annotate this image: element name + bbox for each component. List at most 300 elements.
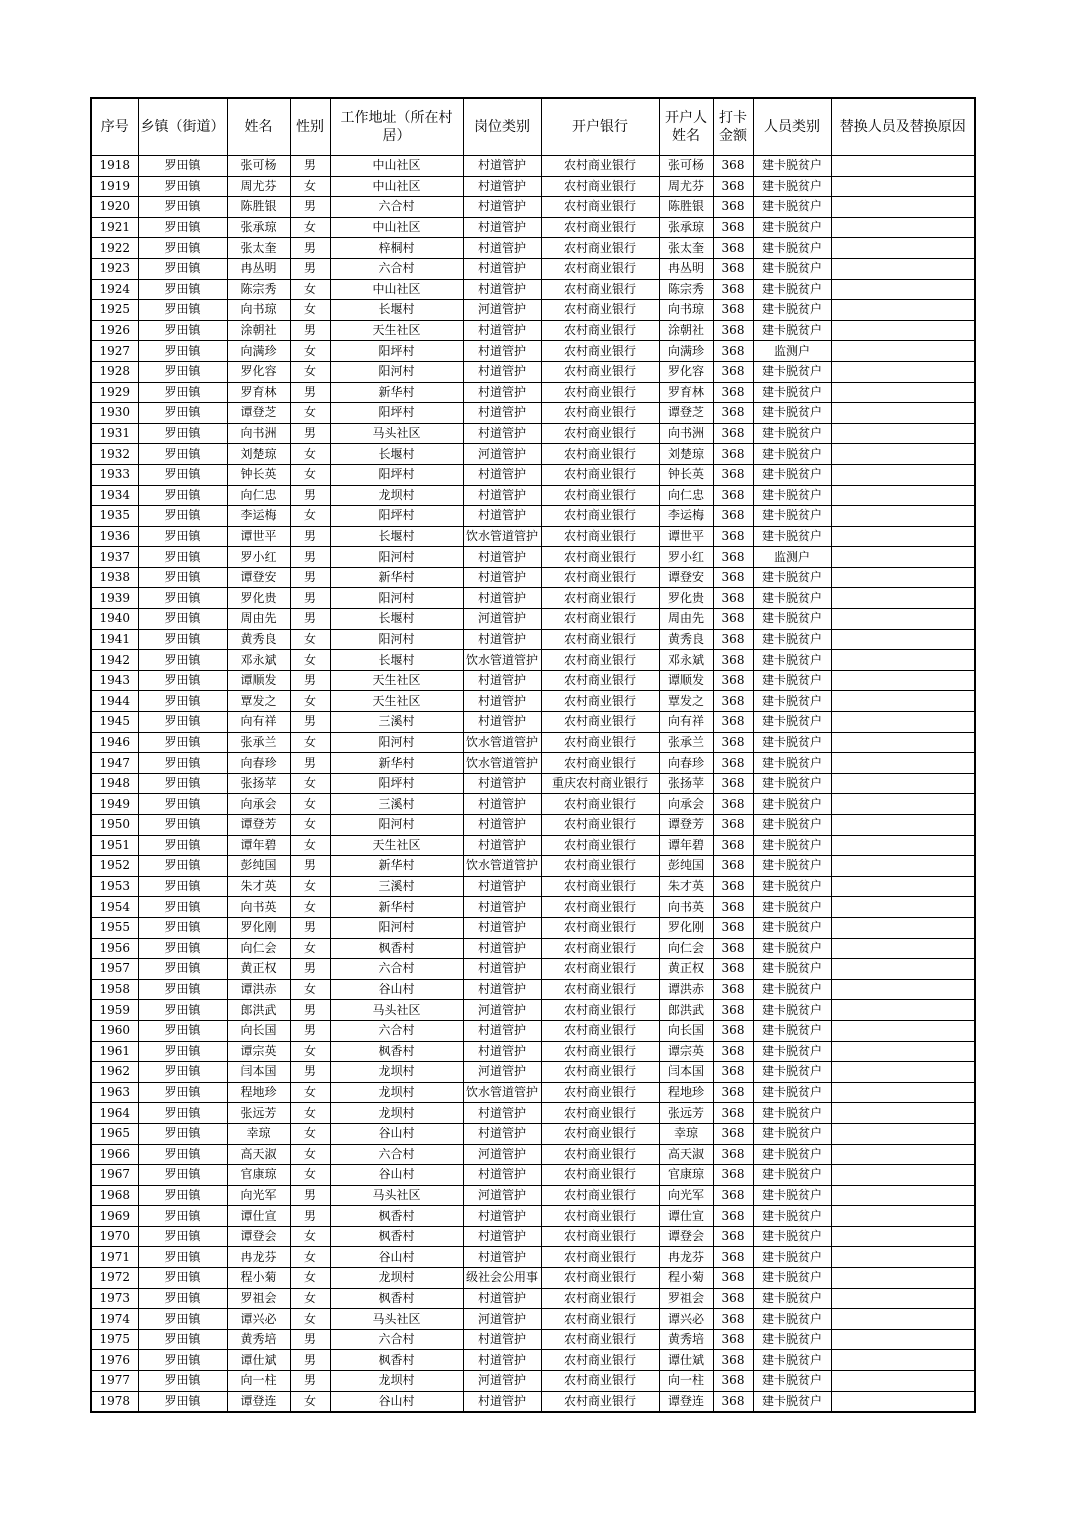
account-holder-cell: 程地珍	[659, 1082, 713, 1103]
index-cell: 1965	[91, 1123, 138, 1144]
bank-cell: 农村商业银行	[541, 1206, 659, 1227]
table-row	[91, 403, 975, 424]
gender-cell: 男	[290, 547, 330, 568]
table-row	[91, 1391, 975, 1412]
post-type-cell: 村道管护	[463, 773, 541, 794]
person-category-cell: 建卡脱贫户	[753, 1165, 831, 1186]
person-category-cell: 建卡脱贫户	[753, 1329, 831, 1350]
work-address-cell: 长堰村	[330, 609, 463, 630]
table-row	[91, 1309, 975, 1330]
post-type-cell: 村道管护	[463, 917, 541, 938]
table-row	[91, 258, 975, 279]
township-cell: 罗田镇	[138, 1350, 227, 1371]
amount-cell: 368	[713, 876, 753, 897]
township-cell: 罗田镇	[138, 1329, 227, 1350]
amount-cell: 368	[713, 1000, 753, 1021]
account-holder-cell: 涂朝社	[659, 320, 713, 341]
amount-cell: 368	[713, 506, 753, 527]
amount-cell: 368	[713, 444, 753, 465]
person-category-cell: 建卡脱贫户	[753, 423, 831, 444]
work-address-cell: 六合村	[330, 1329, 463, 1350]
gender-cell: 男	[290, 238, 330, 259]
person-category-cell: 建卡脱贫户	[753, 258, 831, 279]
name-cell: 周尤芬	[227, 176, 290, 197]
name-cell: 高天淑	[227, 1144, 290, 1165]
account-holder-cell: 罗育林	[659, 382, 713, 403]
township-cell: 罗田镇	[138, 794, 227, 815]
post-type-cell: 村道管护	[463, 1020, 541, 1041]
account-holder-cell: 向书英	[659, 897, 713, 918]
post-type-cell: 村道管护	[463, 815, 541, 836]
index-cell: 1937	[91, 547, 138, 568]
bank-cell: 农村商业银行	[541, 403, 659, 424]
work-address-cell: 谷山村	[330, 1123, 463, 1144]
person-category-cell: 建卡脱贫户	[753, 526, 831, 547]
table-row	[91, 444, 975, 465]
gender-cell: 女	[290, 176, 330, 197]
account-holder-cell: 陈宗秀	[659, 279, 713, 300]
person-category-cell: 建卡脱贫户	[753, 1226, 831, 1247]
bank-cell: 农村商业银行	[541, 629, 659, 650]
work-address-cell: 新华村	[330, 753, 463, 774]
table-row	[91, 959, 975, 980]
person-category-cell: 建卡脱贫户	[753, 1247, 831, 1268]
index-cell: 1953	[91, 876, 138, 897]
index-cell: 1923	[91, 258, 138, 279]
township-cell: 罗田镇	[138, 547, 227, 568]
work-address-cell: 马头社区	[330, 1309, 463, 1330]
name-cell: 周由先	[227, 609, 290, 630]
bank-cell: 农村商业银行	[541, 815, 659, 836]
index-cell: 1932	[91, 444, 138, 465]
index-cell: 1918	[91, 156, 138, 177]
person-category-cell: 建卡脱贫户	[753, 567, 831, 588]
person-category-cell: 建卡脱贫户	[753, 588, 831, 609]
account-holder-cell: 谭年碧	[659, 835, 713, 856]
account-holder-cell: 张远芳	[659, 1103, 713, 1124]
col-header-name: 姓名	[227, 98, 290, 156]
replacement-cell	[831, 341, 975, 362]
work-address-cell: 三溪村	[330, 794, 463, 815]
bank-cell: 农村商业银行	[541, 1185, 659, 1206]
bank-cell: 农村商业银行	[541, 1082, 659, 1103]
person-category-cell: 建卡脱贫户	[753, 876, 831, 897]
post-type-cell: 村道管护	[463, 320, 541, 341]
gender-cell: 女	[290, 979, 330, 1000]
name-cell: 幸琼	[227, 1123, 290, 1144]
name-cell: 张太奎	[227, 238, 290, 259]
township-cell: 罗田镇	[138, 1309, 227, 1330]
amount-cell: 368	[713, 609, 753, 630]
gender-cell: 男	[290, 1020, 330, 1041]
person-category-cell: 建卡脱贫户	[753, 732, 831, 753]
index-cell: 1947	[91, 753, 138, 774]
replacement-cell	[831, 567, 975, 588]
post-type-cell: 村道管护	[463, 1041, 541, 1062]
col-header-bank: 开户银行	[541, 98, 659, 156]
bank-cell: 农村商业银行	[541, 1103, 659, 1124]
table-row	[91, 609, 975, 630]
col-header-amount: 打卡金额	[713, 98, 753, 156]
table-row	[91, 341, 975, 362]
bank-cell: 农村商业银行	[541, 1123, 659, 1144]
table-row	[91, 382, 975, 403]
index-cell: 1939	[91, 588, 138, 609]
bank-cell: 农村商业银行	[541, 197, 659, 218]
table-row	[91, 1020, 975, 1041]
name-cell: 向一柱	[227, 1371, 290, 1392]
account-holder-cell: 向书琼	[659, 300, 713, 321]
township-cell: 罗田镇	[138, 629, 227, 650]
index-cell: 1960	[91, 1020, 138, 1041]
table-row	[91, 1082, 975, 1103]
township-cell: 罗田镇	[138, 361, 227, 382]
bank-cell: 农村商业银行	[541, 1350, 659, 1371]
amount-cell: 368	[713, 1185, 753, 1206]
account-holder-cell: 谭世平	[659, 526, 713, 547]
bank-cell: 农村商业银行	[541, 897, 659, 918]
gender-cell: 男	[290, 609, 330, 630]
index-cell: 1975	[91, 1329, 138, 1350]
bank-cell: 农村商业银行	[541, 712, 659, 733]
person-category-cell: 建卡脱贫户	[753, 609, 831, 630]
table-row	[91, 1165, 975, 1186]
gender-cell: 女	[290, 1103, 330, 1124]
person-category-cell: 建卡脱贫户	[753, 773, 831, 794]
replacement-cell	[831, 506, 975, 527]
gender-cell: 女	[290, 732, 330, 753]
township-cell: 罗田镇	[138, 156, 227, 177]
person-category-cell: 建卡脱贫户	[753, 670, 831, 691]
gender-cell: 女	[290, 1226, 330, 1247]
account-holder-cell: 刘楚琼	[659, 444, 713, 465]
amount-cell: 368	[713, 1329, 753, 1350]
township-cell: 罗田镇	[138, 1103, 227, 1124]
post-type-cell: 村道管护	[463, 197, 541, 218]
replacement-cell	[831, 588, 975, 609]
account-holder-cell: 张承兰	[659, 732, 713, 753]
replacement-cell	[831, 382, 975, 403]
work-address-cell: 龙坝村	[330, 1103, 463, 1124]
replacement-cell	[831, 1144, 975, 1165]
post-type-cell: 村道管护	[463, 361, 541, 382]
col-header-gender: 性别	[290, 98, 330, 156]
post-type-cell: 村道管护	[463, 279, 541, 300]
table-row	[91, 176, 975, 197]
township-cell: 罗田镇	[138, 773, 227, 794]
table-row	[91, 876, 975, 897]
col-header-post-type: 岗位类别	[463, 98, 541, 156]
account-holder-cell: 谭登连	[659, 1391, 713, 1412]
table-row	[91, 835, 975, 856]
gender-cell: 男	[290, 1350, 330, 1371]
replacement-cell	[831, 1165, 975, 1186]
work-address-cell: 中山社区	[330, 217, 463, 238]
replacement-cell	[831, 815, 975, 836]
gender-cell: 女	[290, 1041, 330, 1062]
township-cell: 罗田镇	[138, 1247, 227, 1268]
table-row	[91, 794, 975, 815]
amount-cell: 368	[713, 423, 753, 444]
post-type-cell: 村道管护	[463, 217, 541, 238]
post-type-cell: 村道管护	[463, 464, 541, 485]
account-holder-cell: 向仁忠	[659, 485, 713, 506]
gender-cell: 女	[290, 300, 330, 321]
account-holder-cell: 谭登会	[659, 1226, 713, 1247]
work-address-cell: 谷山村	[330, 1391, 463, 1412]
amount-cell: 368	[713, 320, 753, 341]
table-row	[91, 1062, 975, 1083]
township-cell: 罗田镇	[138, 815, 227, 836]
name-cell: 冉龙芬	[227, 1247, 290, 1268]
person-category-cell: 建卡脱贫户	[753, 1123, 831, 1144]
table-row	[91, 1350, 975, 1371]
account-holder-cell: 谭顺发	[659, 670, 713, 691]
township-cell: 罗田镇	[138, 526, 227, 547]
work-address-cell: 六合村	[330, 258, 463, 279]
table-row	[91, 238, 975, 259]
post-type-cell: 村道管护	[463, 341, 541, 362]
name-cell: 闫本国	[227, 1062, 290, 1083]
post-type-cell: 河道管护	[463, 300, 541, 321]
bank-cell: 农村商业银行	[541, 835, 659, 856]
name-cell: 黄秀培	[227, 1329, 290, 1350]
replacement-cell	[831, 938, 975, 959]
index-cell: 1972	[91, 1268, 138, 1289]
township-cell: 罗田镇	[138, 753, 227, 774]
gender-cell: 男	[290, 1000, 330, 1021]
gender-cell: 女	[290, 815, 330, 836]
bank-cell: 农村商业银行	[541, 1226, 659, 1247]
name-cell: 罗育林	[227, 382, 290, 403]
work-address-cell: 阳坪村	[330, 464, 463, 485]
person-category-cell: 建卡脱贫户	[753, 1020, 831, 1041]
name-cell: 谭兴必	[227, 1309, 290, 1330]
table-row	[91, 938, 975, 959]
bank-cell: 农村商业银行	[541, 609, 659, 630]
index-cell: 1954	[91, 897, 138, 918]
name-cell: 向书洲	[227, 423, 290, 444]
person-category-cell: 监测户	[753, 341, 831, 362]
work-address-cell: 天生社区	[330, 835, 463, 856]
amount-cell: 368	[713, 1123, 753, 1144]
township-cell: 罗田镇	[138, 1144, 227, 1165]
table-row	[91, 670, 975, 691]
amount-cell: 368	[713, 403, 753, 424]
bank-cell: 农村商业银行	[541, 1165, 659, 1186]
col-header-replacement: 替换人员及替换原因	[831, 98, 975, 156]
roster-body	[91, 156, 975, 1413]
gender-cell: 女	[290, 444, 330, 465]
bank-cell: 农村商业银行	[541, 506, 659, 527]
name-cell: 陈宗秀	[227, 279, 290, 300]
gender-cell: 女	[290, 897, 330, 918]
gender-cell: 男	[290, 1185, 330, 1206]
gender-cell: 男	[290, 856, 330, 877]
amount-cell: 368	[713, 464, 753, 485]
township-cell: 罗田镇	[138, 300, 227, 321]
person-category-cell: 建卡脱贫户	[753, 464, 831, 485]
replacement-cell	[831, 753, 975, 774]
amount-cell: 368	[713, 258, 753, 279]
bank-cell: 农村商业银行	[541, 341, 659, 362]
person-category-cell: 建卡脱贫户	[753, 1268, 831, 1289]
amount-cell: 368	[713, 938, 753, 959]
table-row	[91, 361, 975, 382]
work-address-cell: 六合村	[330, 1020, 463, 1041]
work-address-cell: 枫香村	[330, 1206, 463, 1227]
account-holder-cell: 高天淑	[659, 1144, 713, 1165]
replacement-cell	[831, 238, 975, 259]
name-cell: 钟长英	[227, 464, 290, 485]
table-row	[91, 1268, 975, 1289]
replacement-cell	[831, 1062, 975, 1083]
account-holder-cell: 官康琼	[659, 1165, 713, 1186]
col-header-account-holder: 开户人姓名	[659, 98, 713, 156]
gender-cell: 男	[290, 258, 330, 279]
work-address-cell: 新华村	[330, 567, 463, 588]
person-category-cell: 建卡脱贫户	[753, 300, 831, 321]
township-cell: 罗田镇	[138, 238, 227, 259]
account-holder-cell: 向春珍	[659, 753, 713, 774]
work-address-cell: 长堰村	[330, 650, 463, 671]
name-cell: 黄秀良	[227, 629, 290, 650]
gender-cell: 女	[290, 1165, 330, 1186]
person-category-cell: 建卡脱贫户	[753, 217, 831, 238]
person-category-cell: 建卡脱贫户	[753, 1288, 831, 1309]
post-type-cell: 村道管护	[463, 1350, 541, 1371]
work-address-cell: 枫香村	[330, 938, 463, 959]
index-cell: 1941	[91, 629, 138, 650]
account-holder-cell: 罗化容	[659, 361, 713, 382]
township-cell: 罗田镇	[138, 1020, 227, 1041]
bank-cell: 农村商业银行	[541, 1000, 659, 1021]
bank-cell: 农村商业银行	[541, 794, 659, 815]
table-row	[91, 712, 975, 733]
bank-cell: 农村商业银行	[541, 526, 659, 547]
work-address-cell: 阳坪村	[330, 773, 463, 794]
bank-cell: 农村商业银行	[541, 959, 659, 980]
name-cell: 向仁忠	[227, 485, 290, 506]
amount-cell: 368	[713, 1391, 753, 1412]
replacement-cell	[831, 300, 975, 321]
post-type-cell: 村道管护	[463, 1206, 541, 1227]
person-category-cell: 建卡脱贫户	[753, 1103, 831, 1124]
name-cell: 张扬苹	[227, 773, 290, 794]
amount-cell: 368	[713, 670, 753, 691]
index-cell: 1922	[91, 238, 138, 259]
table-row	[91, 1144, 975, 1165]
roster-table	[90, 97, 976, 1413]
person-category-cell: 建卡脱贫户	[753, 403, 831, 424]
bank-cell: 农村商业银行	[541, 1041, 659, 1062]
index-cell: 1921	[91, 217, 138, 238]
table-row	[91, 320, 975, 341]
index-cell: 1978	[91, 1391, 138, 1412]
gender-cell: 女	[290, 650, 330, 671]
bank-cell: 农村商业银行	[541, 917, 659, 938]
person-category-cell: 建卡脱贫户	[753, 815, 831, 836]
post-type-cell: 饮水管道管护	[463, 856, 541, 877]
index-cell: 1963	[91, 1082, 138, 1103]
index-cell: 1973	[91, 1288, 138, 1309]
amount-cell: 368	[713, 588, 753, 609]
replacement-cell	[831, 279, 975, 300]
gender-cell: 女	[290, 464, 330, 485]
name-cell: 程地珍	[227, 1082, 290, 1103]
person-category-cell: 建卡脱贫户	[753, 361, 831, 382]
bank-cell: 农村商业银行	[541, 1309, 659, 1330]
index-cell: 1967	[91, 1165, 138, 1186]
name-cell: 彭纯国	[227, 856, 290, 877]
name-cell: 谭登芝	[227, 403, 290, 424]
work-address-cell: 阳河村	[330, 629, 463, 650]
index-cell: 1956	[91, 938, 138, 959]
township-cell: 罗田镇	[138, 1062, 227, 1083]
person-category-cell: 建卡脱贫户	[753, 1000, 831, 1021]
township-cell: 罗田镇	[138, 1391, 227, 1412]
township-cell: 罗田镇	[138, 485, 227, 506]
bank-cell: 农村商业银行	[541, 567, 659, 588]
work-address-cell: 中山社区	[330, 279, 463, 300]
index-cell: 1962	[91, 1062, 138, 1083]
replacement-cell	[831, 1103, 975, 1124]
name-cell: 朱才英	[227, 876, 290, 897]
index-cell: 1926	[91, 320, 138, 341]
name-cell: 张远芳	[227, 1103, 290, 1124]
amount-cell: 368	[713, 1082, 753, 1103]
amount-cell: 368	[713, 1309, 753, 1330]
person-category-cell: 建卡脱贫户	[753, 835, 831, 856]
post-type-cell: 河道管护	[463, 609, 541, 630]
township-cell: 罗田镇	[138, 609, 227, 630]
post-type-cell: 饮水管道管护	[463, 732, 541, 753]
post-type-cell: 村道管护	[463, 176, 541, 197]
township-cell: 罗田镇	[138, 217, 227, 238]
index-cell: 1931	[91, 423, 138, 444]
post-type-cell: 村道管护	[463, 959, 541, 980]
replacement-cell	[831, 1329, 975, 1350]
name-cell: 李运梅	[227, 506, 290, 527]
index-cell: 1964	[91, 1103, 138, 1124]
name-cell: 谭登连	[227, 1391, 290, 1412]
table-row	[91, 1226, 975, 1247]
post-type-cell: 村道管护	[463, 897, 541, 918]
post-type-cell: 河道管护	[463, 1144, 541, 1165]
table-row	[91, 547, 975, 568]
gender-cell: 女	[290, 876, 330, 897]
work-address-cell: 六合村	[330, 197, 463, 218]
township-cell: 罗田镇	[138, 197, 227, 218]
index-cell: 1976	[91, 1350, 138, 1371]
name-cell: 冉丛明	[227, 258, 290, 279]
amount-cell: 368	[713, 732, 753, 753]
work-address-cell: 谷山村	[330, 1165, 463, 1186]
bank-cell: 农村商业银行	[541, 938, 659, 959]
account-holder-cell: 谭登安	[659, 567, 713, 588]
bank-cell: 农村商业银行	[541, 279, 659, 300]
township-cell: 罗田镇	[138, 1371, 227, 1392]
name-cell: 罗小红	[227, 547, 290, 568]
gender-cell: 女	[290, 217, 330, 238]
bank-cell: 农村商业银行	[541, 650, 659, 671]
name-cell: 刘楚琼	[227, 444, 290, 465]
post-type-cell: 村道管护	[463, 979, 541, 1000]
amount-cell: 368	[713, 176, 753, 197]
account-holder-cell: 冉龙芬	[659, 1247, 713, 1268]
name-cell: 罗祖会	[227, 1288, 290, 1309]
name-cell: 官康琼	[227, 1165, 290, 1186]
